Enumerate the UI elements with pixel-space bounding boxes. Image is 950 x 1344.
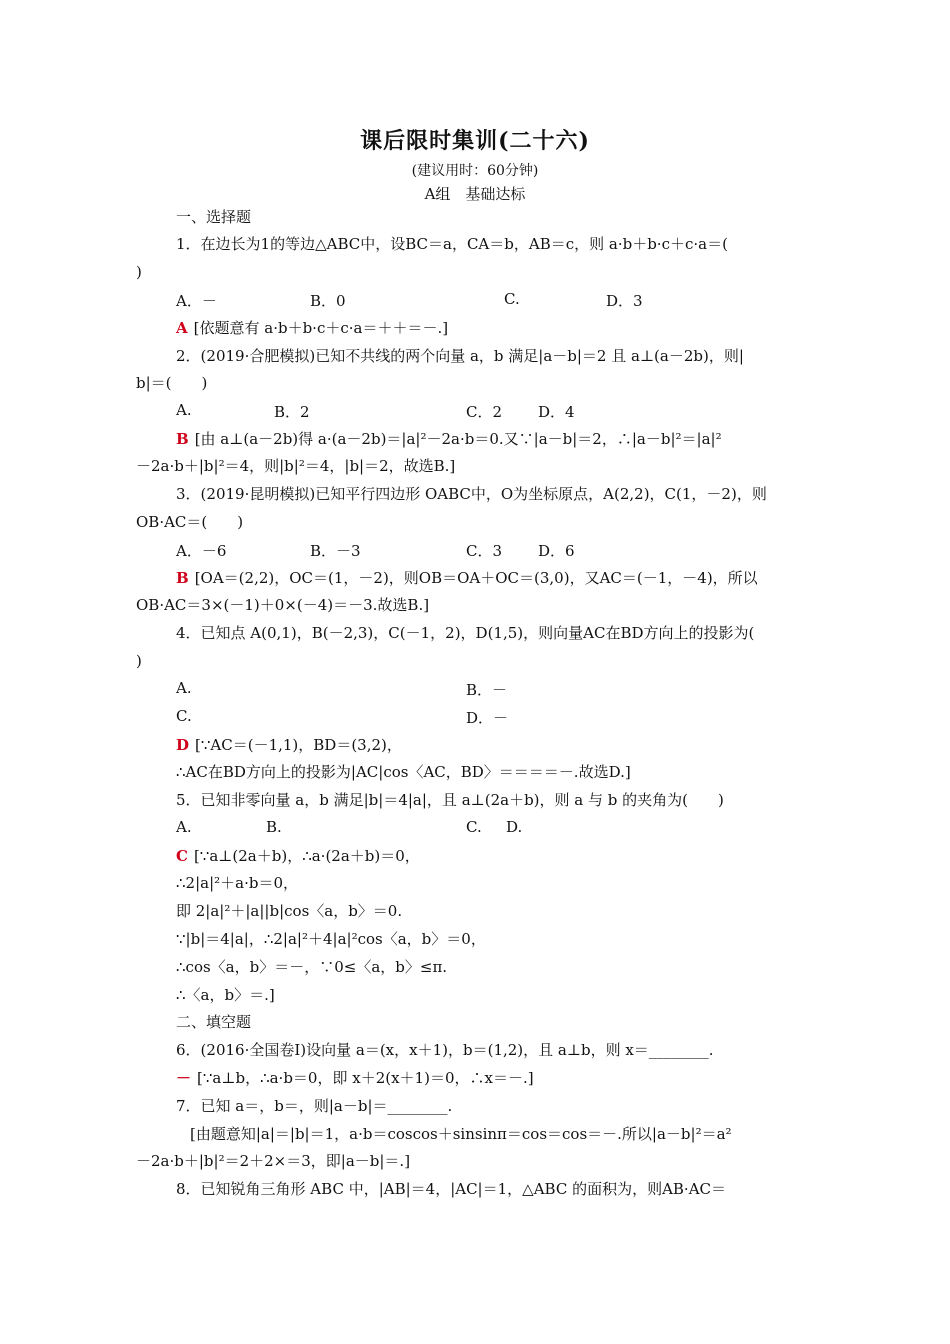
q6-stem: 6．(2016·全国卷Ⅰ)设向量 a＝(x，x＋1)，b＝(1,2)，且 a⊥b，则 x＝________. — [176, 1041, 714, 1059]
q1-option-b: B．0 — [310, 292, 346, 310]
q1-option-c: C. — [504, 290, 520, 308]
q2-option-d: D．4 — [538, 403, 575, 421]
page-title: 课后限时集训(二十六) — [360, 128, 590, 154]
q7-solution-cont: －2a·b＋|b|²＝2＋2×＝3，即|a－b|＝.] — [136, 1152, 411, 1170]
q8-stem: 8．已知锐角三角形 ABC 中，|AB|＝4，|AC|＝1，△ABC 的面积为，则AB·AC＝ — [176, 1180, 727, 1198]
section-fill-in: 二、填空题 — [176, 1013, 252, 1031]
q1-answer: A — [176, 319, 188, 337]
group-heading: A组 基础达标 — [424, 185, 526, 203]
q3-option-d: D．6 — [538, 542, 575, 560]
q5-solution-line5: ∴cos〈a，b〉＝－，∵0≤〈a，b〉≤π. — [176, 958, 448, 976]
q4-option-b: B．－ — [466, 681, 508, 699]
q2-answer: B — [176, 430, 189, 448]
q1-option-d: D．3 — [606, 292, 643, 310]
q3-stem: 3．(2019·昆明模拟)已知平行四边形 OABC中，O为坐标原点，A(2,2)，C(1，－2)，则 — [176, 485, 767, 503]
q5-answer: C — [176, 847, 188, 865]
q1-stem: 1．在边长为1的等边△ABC中，设BC＝a，CA＝b，AB＝c，则 a·b＋b·c＋c·a＝( — [176, 235, 728, 253]
q5-option-b: B. — [266, 818, 282, 836]
q6-solution-text: [∵a⊥b，∴a·b＝0，即 x＋2(x＋1)＝0，∴x＝－.] — [197, 1069, 534, 1087]
q3-solution-text: [OA＝(2,2)，OC＝(1，－2)，则OB＝OA＋OC＝(3,0)，又AC＝(－1，－4)，所以 — [194, 569, 758, 587]
q2-stem: 2．(2019·合肥模拟)已知不共线的两个向量 a，b 满足|a－b|＝2 且 a⊥(a－2b)，则| — [176, 347, 744, 365]
q4-option-c: C. — [176, 707, 192, 725]
q5-option-c: C. — [466, 818, 482, 836]
section-choice: 一、选择题 — [176, 208, 252, 226]
q2-option-b: B．2 — [274, 403, 310, 421]
q4-solution-cont: ∴AC在BD方向上的投影为|AC|cos〈AC，BD〉＝＝＝＝－.故选D.] — [176, 763, 631, 781]
q3-option-c: C．3 — [466, 542, 503, 560]
q2-solution-text: [由 a⊥(a－2b)得 a·(a－2b)＝|a|²－2a·b＝0.又∵|a－b|＝2，∴|a－b|²＝|a|² — [194, 430, 722, 448]
q5-solution-line4: ∵|b|＝4|a|，∴2|a|²＋4|a|²cos〈a，b〉＝0， — [176, 930, 486, 948]
q5-solution-line3: 即 2|a|²＋|a||b|cos〈a，b〉＝0. — [176, 902, 403, 920]
q5-option-a: A. — [176, 818, 192, 836]
q1-solution-text: [依题意有 a·b＋b·c＋c·a＝＋＋＝－.] — [193, 319, 449, 337]
q5-solution-text: [∵a⊥(2a＋b)，∴a·(2a＋b)＝0， — [193, 847, 420, 865]
q5-solution-line6: ∴〈a，b〉＝.] — [176, 986, 275, 1004]
q1-solution — [176, 318, 448, 338]
q7-stem: 7．已知 a＝，b＝，则|a－b|＝________. — [176, 1097, 453, 1115]
time-hint: (建议用时：60分钟) — [411, 163, 539, 179]
q6-answer: － — [176, 1069, 192, 1087]
q5-stem: 5．已知非零向量 a，b 满足|b|＝4|a|，且 a⊥(2a＋b)，则 a 与 b 的夹角为( ) — [176, 791, 724, 809]
q5-option-d: D. — [506, 818, 523, 836]
q3-option-b: B．－3 — [310, 542, 361, 560]
q3-option-a: A．－6 — [176, 542, 227, 560]
q3-answer: B — [176, 569, 189, 587]
q4-answer: D — [176, 736, 190, 754]
q2-solution — [176, 429, 722, 449]
q7-solution: [由题意知|a|＝|b|＝1，a·b＝coscos＋sinsinπ＝cos＝cos＝－.所以|a－b|²＝a² — [190, 1125, 732, 1143]
q4-solution — [176, 735, 402, 755]
q2-solution-cont: －2a·b＋|b|²＝4，则|b|²＝4，|b|＝2，故选B.] — [136, 457, 456, 475]
q1-stem-cont: ) — [136, 263, 142, 281]
q2-option-a: A. — [176, 401, 192, 419]
q3-solution — [176, 568, 758, 588]
q1-option-a: A．－ — [176, 292, 217, 310]
q4-option-a: A. — [176, 679, 192, 697]
q5-solution — [176, 846, 420, 866]
q6-solution — [176, 1068, 534, 1088]
q3-stem-cont: OB·AC＝( ) — [136, 513, 244, 531]
q2-option-c: C．2 — [466, 403, 503, 421]
q4-option-d: D．－ — [466, 709, 509, 727]
q2-stem-cont: b|＝( ) — [136, 374, 208, 392]
q4-solution-text: [∵AC＝(－1,1)，BD＝(3,2)， — [195, 736, 402, 754]
q4-stem: 4．已知点 A(0,1)，B(－2,3)，C(－1，2)，D(1,5)，则向量AC在BD方向上的投影为( — [176, 624, 755, 642]
q4-stem-cont: ) — [136, 652, 142, 670]
q5-solution-line2: ∴2|a|²＋a·b＝0， — [176, 874, 299, 892]
q3-solution-cont: OB·AC＝3×(－1)＋0×(－4)＝－3.故选B.] — [136, 596, 430, 614]
